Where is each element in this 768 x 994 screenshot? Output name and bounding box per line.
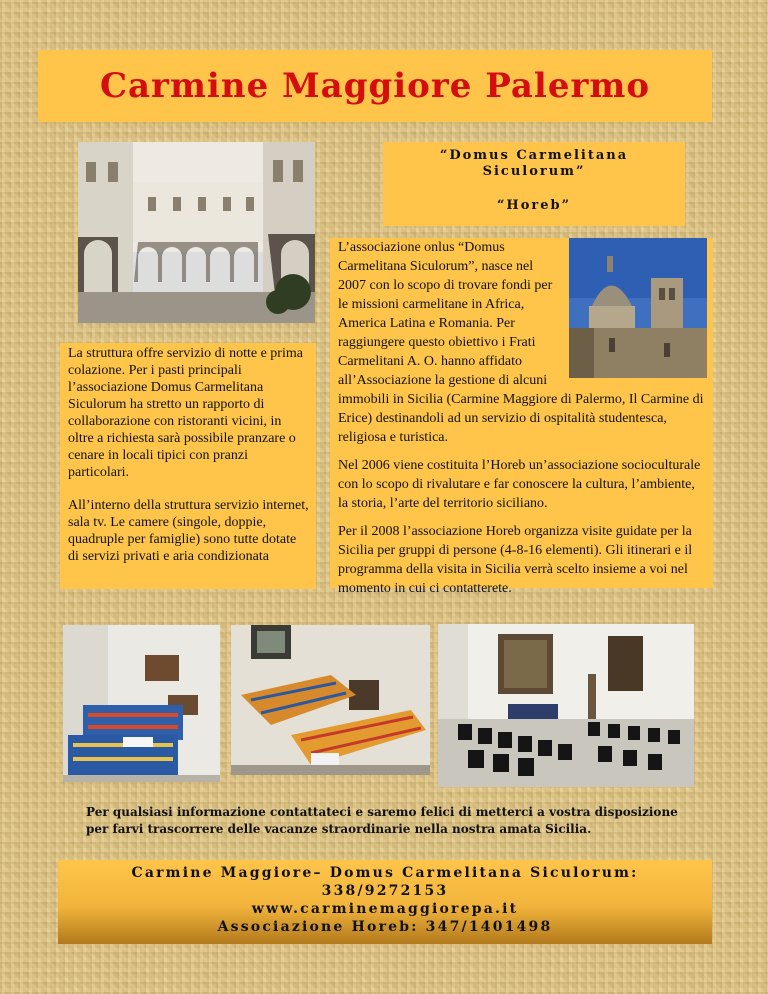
- subtitle-line-2: Siculorum”: [482, 164, 586, 179]
- title-banner: [38, 50, 712, 122]
- left-paragraph-2: All’interno della struttura servizio internet, sala tv. Le camere (singole, doppie, quadruple per famiglie) sono tutte dotate di servizi privati e aria condizionata: [68, 498, 309, 564]
- website-link[interactable]: www.carminemaggiorepa.it: [251, 901, 519, 917]
- contact-phone-1: 338/9272153: [321, 883, 449, 899]
- bedroom-photo-1: [63, 625, 220, 782]
- right-paragraph-2: Nel 2006 viene costituita l’Horeb un’associazione socioculturale con lo scopo di rivalutare e far conoscere la cultura, l’ambiente, la storia, l’arte del territorio siciliano.: [338, 458, 701, 511]
- right-paragraph-1: L’associazione onlus “Domus Carmelitana Siculorum”, nasce nel 2007 con lo scopo di trovare fondi per le missioni carmelitane in Africa, America Latina e Romania. Per raggiungere questo obiettivo i Frati Carmelitani A. O. hanno affidato all’Associazione la gestione di alcuni immobili in Sicilia (Carmine Maggiore di Palermo, Il Carmine di Erice) destinandoli ad un servizio di ospitalità studentesca, religiosa e turistica.: [338, 240, 704, 445]
- church-photo: [569, 238, 707, 378]
- right-paragraph-3: Per il 2008 l’associazione Horeb organizza visite guidate per la Sicilia per gruppi di persone (4-8-16 elementi). Gli itinerari e il programma della visita in Sicilia verrà scelto insieme a voi nel momento in cui ci contatterete.: [338, 524, 693, 596]
- subtitle-line-3: “Horeb”: [496, 198, 572, 213]
- left-paragraph-1: La struttura offre servizio di notte e prima colazione. Per i pasti principali l’associazione Domus Carmelitana Siculorum ha stretto un rapporto di collaborazione con ristoranti vicini, in oltre a richiesta sarà possibile pranzare o cenare in locali tipici con pranzi particolari.: [68, 346, 303, 480]
- bedroom-photo-2: [231, 625, 430, 775]
- right-text-box: [330, 238, 713, 596]
- contact-phone-2: Associazione Horeb: 347/1401498: [217, 919, 553, 935]
- subtitle-box: [383, 142, 685, 226]
- cloister-photo: [78, 142, 315, 323]
- contact-line-1: Carmine Maggiore– Domus Carmelitana Siculorum:: [131, 865, 639, 881]
- call-to-action: Per qualsiasi informazione contattateci e saremo felici di metterci a vostra disposizione per farvi trascorrere delle vacanze straordinarie nella nostra amata Sicilia.: [86, 805, 678, 836]
- subtitle-line-1: “Domus Carmelitana: [439, 148, 629, 163]
- page-title: Carmine Maggiore Palermo: [99, 66, 651, 106]
- contact-box: [58, 860, 712, 944]
- conference-hall-photo: [438, 624, 694, 787]
- left-text-box: [60, 343, 316, 589]
